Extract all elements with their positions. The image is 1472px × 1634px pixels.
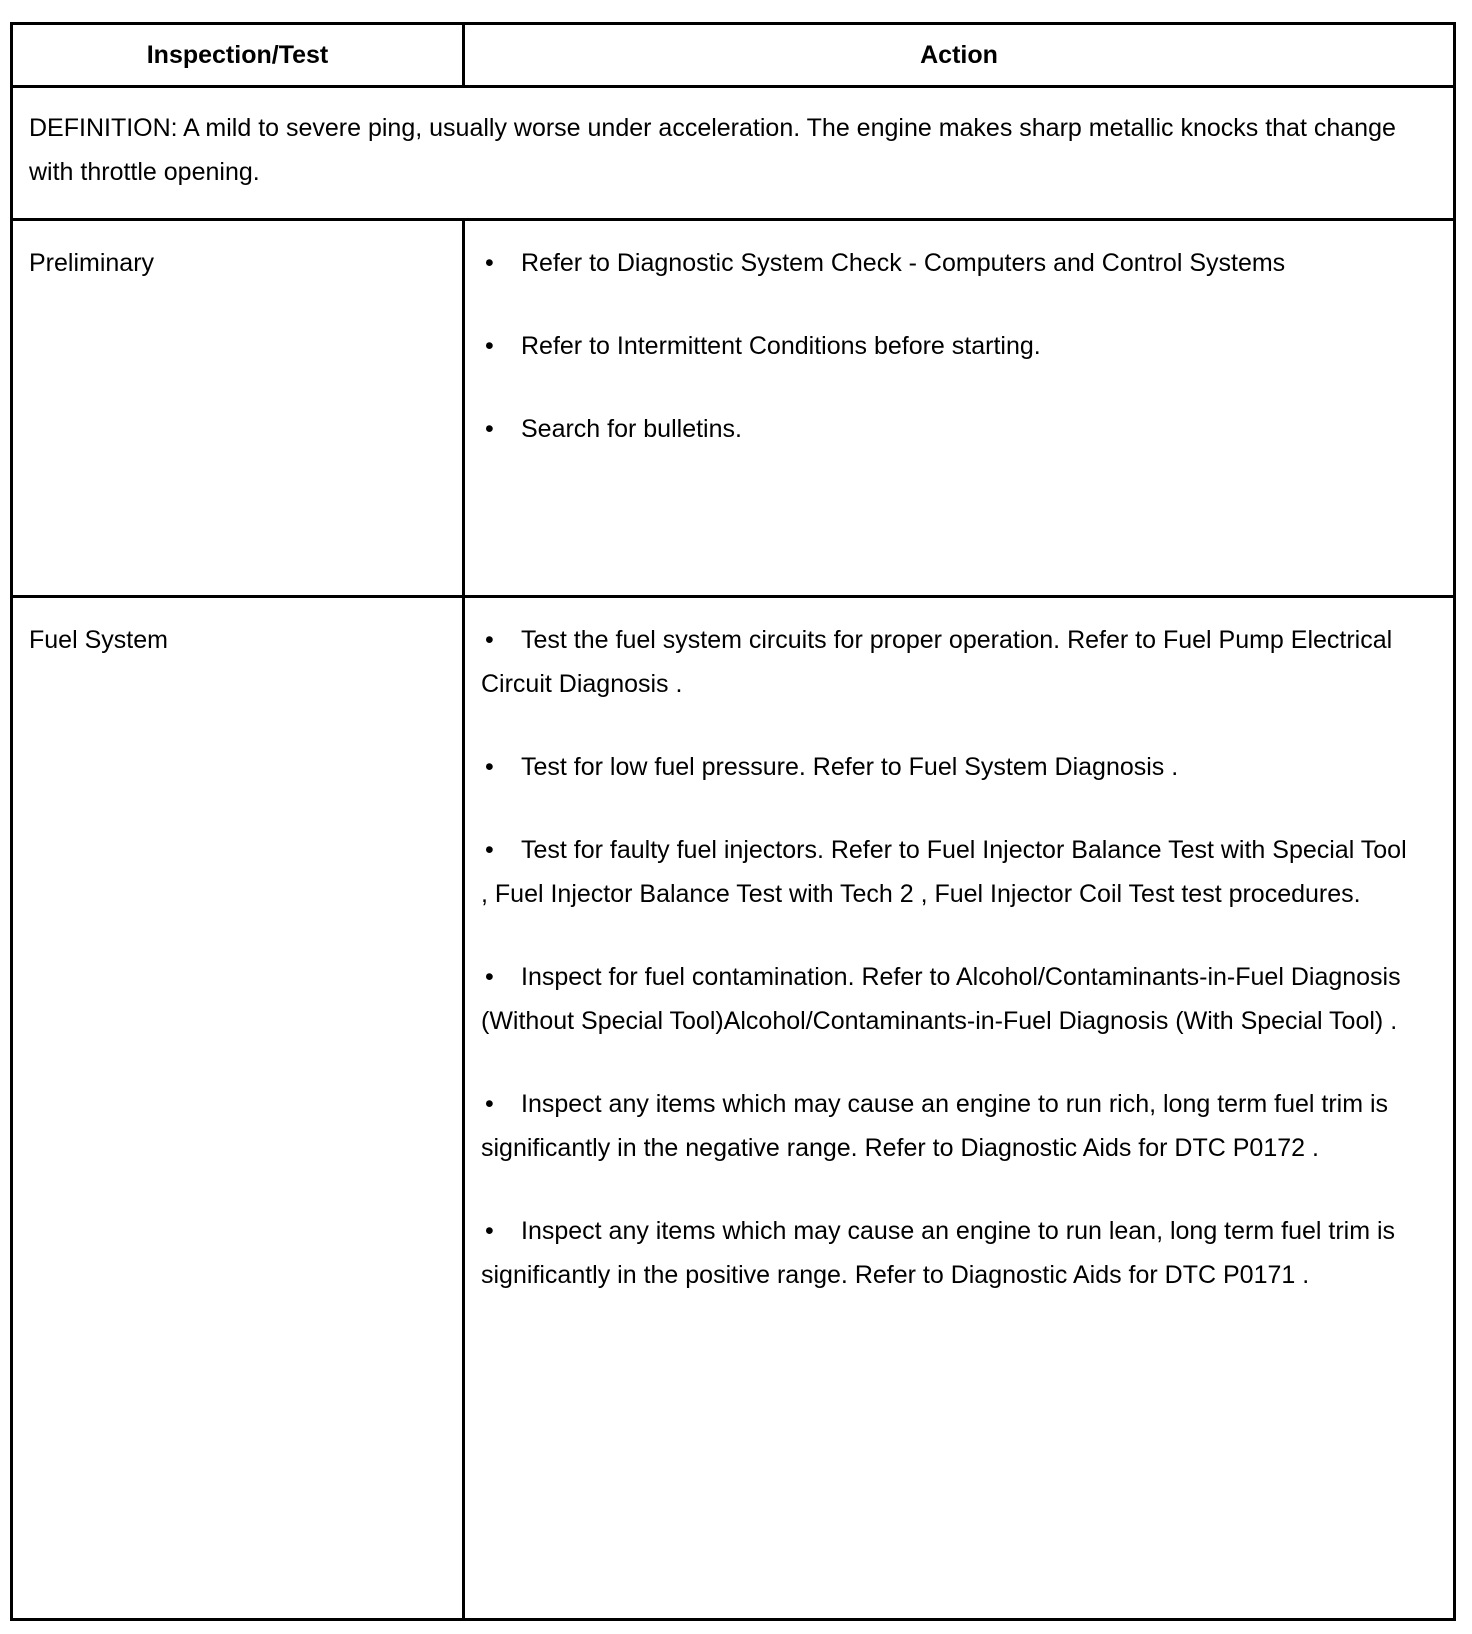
bullet-icon: • [485,1090,494,1118]
list-item [481,1082,1413,1170]
action-cell-fuel-system [464,597,1455,1620]
list-item [481,407,1413,451]
action-text: Refer to Diagnostic System Check - Computers and Control Systems [521,249,1286,277]
bullet-icon: • [485,963,494,991]
action-text: Search for bulletins. [521,415,742,443]
bullet-icon: • [485,836,494,864]
row-label-preliminary: Preliminary [12,220,464,597]
bullet-icon: • [485,249,494,277]
bullet-icon: • [485,415,494,443]
action-text: Test for faulty fuel injectors. Refer to Fuel Injector Balance Test with Special Tool , Fuel Injector Balance Test with Tech 2 , Fuel Injector Coil Test test procedures. [481,836,1407,908]
action-text: Inspect for fuel contamination. Refer to Alcohol/Contaminants-in-Fuel Diagnosis (Without Special Tool)Alcohol/Contaminants-in-Fuel Diagnosis (With Special Tool) . [481,963,1401,1035]
diagnostic-table [10,22,1456,1621]
action-text: Inspect any items which may cause an engine to run lean, long term fuel trim is significantly in the positive range. Refer to Diagnostic Aids for DTC P0171 . [481,1217,1396,1289]
list-item [481,324,1413,368]
list-item [481,745,1413,789]
action-text: Test the fuel system circuits for proper operation. Refer to Fuel Pump Electrical Circuit Diagnosis . [481,626,1393,698]
header-row [12,24,1455,87]
definition-row [12,87,1455,220]
action-list-preliminary [481,241,1413,451]
action-cell-preliminary [464,220,1455,597]
bullet-icon: • [485,1217,494,1245]
header-action: Action [464,24,1455,87]
bullet-icon: • [485,626,494,654]
list-item [481,618,1413,706]
definition-text: DEFINITION: A mild to severe ping, usually worse under acceleration. The engine makes sharp metallic knocks that change with throttle opening. [12,87,1455,220]
table-row-preliminary [12,220,1455,597]
list-item [481,241,1413,285]
row-label-fuel-system: Fuel System [12,597,464,1620]
action-list-fuel-system [481,618,1413,1297]
action-text: Refer to Intermittent Conditions before starting. [521,332,1041,360]
table-row-fuel-system [12,597,1455,1620]
header-inspection-test: Inspection/Test [12,24,464,87]
bullet-icon: • [485,332,494,360]
list-item [481,828,1413,916]
list-item [481,1209,1413,1297]
list-item [481,955,1413,1043]
bullet-icon: • [485,753,494,781]
action-text: Inspect any items which may cause an engine to run rich, long term fuel trim is significantly in the negative range. Refer to Diagnostic Aids for DTC P0172 . [481,1090,1389,1162]
action-text: Test for low fuel pressure. Refer to Fuel System Diagnosis . [521,753,1179,781]
